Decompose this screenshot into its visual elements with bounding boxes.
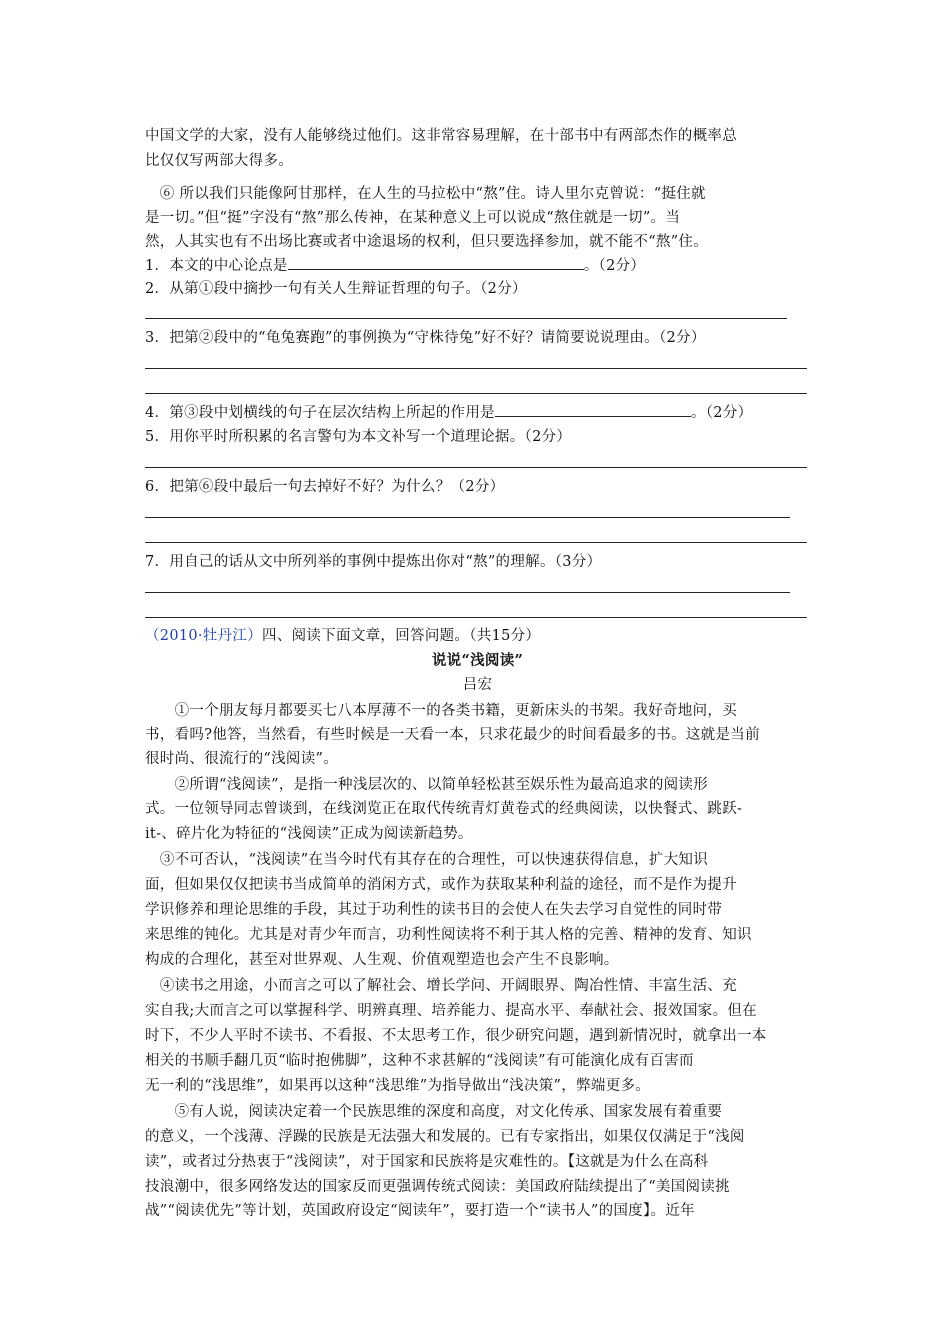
- article-line: 读”，或者过分热衷于“浅阅读”，对于国家和民族将是灾难性的。【这就是为什么在高科: [145, 1154, 709, 1170]
- question-4-text: 4．第③段中划横线的句子在层次结构上所起的作用是: [145, 405, 495, 421]
- article-line: 相关的书顺手翻几页“临时抱佛脚”，这种不求甚解的“浅阅读”有可能演化成有百害而: [145, 1053, 694, 1069]
- question-7: 7．用自己的话从文中所列举的事例中提炼出你对“熬”的理解。（3分）: [145, 554, 602, 570]
- article-line: 构成的合理化，甚至对世界观、人生观、价值观塑造也会产生不良影响。: [145, 952, 619, 968]
- article-line: 战”“阅读优先”等计划，英国政府设定“阅读年”，要打造一个“读书人”的国度】。近年: [145, 1203, 695, 1219]
- answer-line[interactable]: [145, 542, 807, 543]
- article-line: it-、碎片化为特征的“浅阅读”正成为阅读新趋势。: [145, 826, 473, 842]
- question-6: 6．把第⑥段中最后一句去掉好不好？为什么？（2分）: [145, 479, 505, 495]
- article-line: ④读书之用途，小而言之可以了解社会、增长学问、开阔眼界、陶冶性情、丰富生活、充: [145, 978, 737, 994]
- article-line: ②所谓“浅阅读”，是指一种浅层次的、以简单轻松甚至娱乐性为最高追求的阅读形: [145, 777, 709, 793]
- question-4: [145, 400, 810, 425]
- article-line: 来思维的钝化。尤其是对青少年而言，功利性阅读将不利于其人格的完善、精神的发育、知识: [145, 927, 752, 943]
- answer-blank[interactable]: [495, 400, 691, 417]
- article-line: 很时尚、很流行的“浅阅读”。: [145, 751, 339, 767]
- paragraph-line: 中国文学的大家，没有人能够绕过他们。这非常容易理解，在十部书中有两部杰作的概率总: [145, 128, 737, 144]
- paragraph-line: 然，人其实也有不出场比赛或者中途退场的权利，但只要选择参加，就不能不“熬”住。: [145, 234, 709, 250]
- article-line: 的意义，一个浅薄、浮躁的民族是无法强大和发展的。已有专家指出，如果仅仅满足于“浅阅: [145, 1129, 745, 1145]
- article-line: 式。一位领导同志曾谈到，在线浏览正在取代传统青灯黄卷式的经典阅读，以快餐式、跳跃-: [145, 801, 743, 817]
- article-line: 学识修养和理论思维的手段，其过于功利性的读书目的会使人在失去学习自觉性的同时带: [145, 902, 723, 918]
- answer-line[interactable]: [145, 368, 807, 369]
- question-5: 5．用你平时所积累的名言警句为本文补写一个道理论据。（2分）: [145, 429, 572, 445]
- source-tag: （2010·牡丹江）: [145, 628, 263, 644]
- article-line: 技浪潮中，很多网络发达的国家反而更强调传统式阅读：美国政府陆续提出了“美国阅读挑: [145, 1179, 730, 1195]
- article-line: ③不可否认，“浅阅读”在当今时代有其存在的合理性，可以快速获得信息，扩大知识: [145, 852, 709, 868]
- article-author: 吕宏: [462, 677, 493, 693]
- answer-line[interactable]: [145, 467, 807, 468]
- section-heading: 四、阅读下面文章，回答问题。（共15分）: [262, 628, 541, 644]
- paragraph-line: 是一切。”但“挺”字没有“熬”那么传神，在某种意义上可以说成“熬住就是一切”。当: [145, 210, 681, 226]
- article-line: 实自我;大而言之可以掌握科学、明辨真理、培养能力、提高水平、奉献社会、报效国家。但在: [145, 1003, 757, 1019]
- section-header: [145, 624, 810, 648]
- article-line: 无一利的“浅思维”，如果再以这种“浅思维”为指导做出“浅决策”，弊端更多。: [145, 1078, 651, 1094]
- paragraph-line: 比仅仅写两部大得多。: [145, 153, 293, 169]
- article-line: 面，但如果仅仅把读书当成简单的消闲方式，或作为获取某种利益的途径，而不是作为提升: [145, 877, 737, 893]
- article-line: ⑤有人说，阅读决定着一个民族思维的深度和高度，对文化传承、国家发展有着重要: [145, 1104, 723, 1120]
- answer-blank[interactable]: [288, 253, 584, 270]
- article-line: 时下，不少人平时不读书、不看报、不太思考工作，很少研究问题，遇到新情况时，就拿出一本: [145, 1028, 767, 1044]
- answer-line[interactable]: [145, 318, 787, 319]
- article-title: 说说“浅阅读”: [431, 652, 524, 669]
- article-line: ①一个朋友每月都要买七八本厚薄不一的各类书籍，更新床头的书架。我好奇地问，买: [145, 703, 737, 719]
- question-4-score: 。（2分）: [690, 405, 753, 421]
- answer-line[interactable]: [145, 592, 790, 593]
- article-line: 书，看吗?他答，当然看，有些时候是一天看一本，只求花最少的时间看最多的书。这就是当前: [145, 727, 760, 743]
- question-2: 2．从第①段中摘抄一句有关人生辩证哲理的句子。（2分）: [145, 281, 527, 297]
- question-1: [145, 253, 810, 278]
- answer-line[interactable]: [145, 617, 807, 618]
- question-3: 3．把第②段中的“龟兔赛跑”的事例换为“守株待兔”好不好？请简要说说理由。（2分）: [145, 330, 706, 346]
- question-1-text: 1．本文的中心论点是: [145, 258, 288, 274]
- paragraph-line: ⑥ 所以我们只能像阿甘那样，在人生的马拉松中“熬”住。诗人里尔克曾说：“挺住就: [145, 186, 706, 202]
- question-1-score: 。（2分）: [583, 258, 646, 274]
- answer-line[interactable]: [145, 517, 790, 518]
- answer-line[interactable]: [145, 393, 807, 394]
